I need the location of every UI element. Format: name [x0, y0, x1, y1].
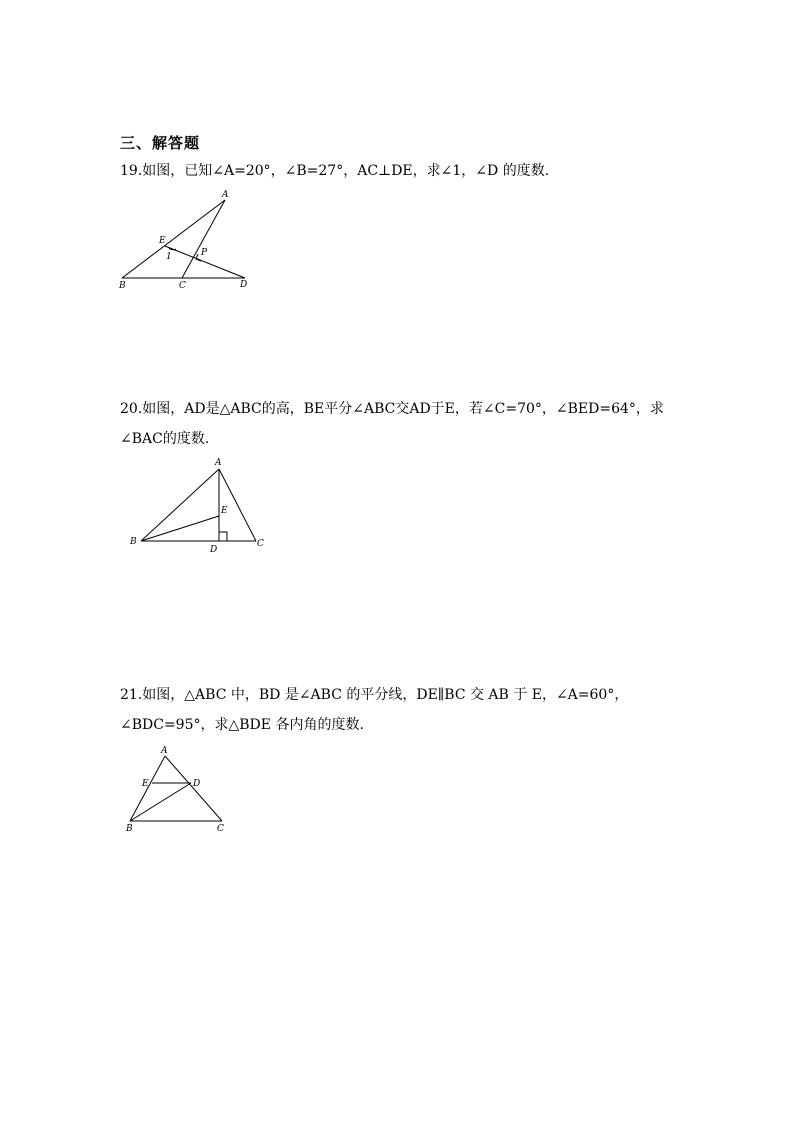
label-B: B: [119, 281, 126, 291]
label-B: B: [126, 824, 133, 834]
right-angle-mark: [219, 532, 227, 541]
label-A: A: [222, 190, 229, 200]
problem-19-text: 19.如图，已知∠A=20°，∠B=27°，AC⊥DE，求∠1，∠D 的度数.: [120, 163, 550, 179]
label-A: A: [161, 746, 168, 756]
label-E: E: [159, 236, 166, 246]
problem-21-text: 21.如图，△ABC 中，BD 是∠ABC 的平分线，DE∥BC 交 AB 于 E，∠A=60°，∠BDC=95°，求△BDE 各内角的度数.: [120, 687, 629, 733]
label-C: C: [257, 539, 264, 549]
label-D: D: [193, 779, 201, 789]
segment-AC: [219, 469, 256, 541]
segment-BA: [141, 469, 219, 541]
label-B: B: [130, 537, 137, 547]
label-P: P: [201, 248, 208, 258]
problem-21-figure: [118, 742, 238, 837]
label-D: D: [240, 280, 248, 290]
section-title: 三、解答题: [120, 134, 201, 152]
problem-20-figure: [125, 455, 275, 555]
label-C: C: [217, 824, 224, 834]
segment-BE: [141, 516, 219, 541]
label-D: D: [210, 545, 218, 555]
segment-CA: [182, 200, 225, 278]
segment-BD: [130, 783, 191, 821]
label-E: E: [142, 779, 149, 789]
label-1: 1: [166, 252, 172, 262]
problem-20-text: 20.如图，AD是△ABC的高，BE平分∠ABC交AD于E，若∠C=70°，∠BED=64°，求∠BAC的度数.: [120, 401, 664, 447]
label-C: C: [179, 281, 186, 291]
segment-BA: [122, 200, 225, 278]
label-A: A: [215, 458, 222, 468]
problem-19-figure: [110, 185, 270, 295]
label-E: E: [221, 506, 228, 516]
